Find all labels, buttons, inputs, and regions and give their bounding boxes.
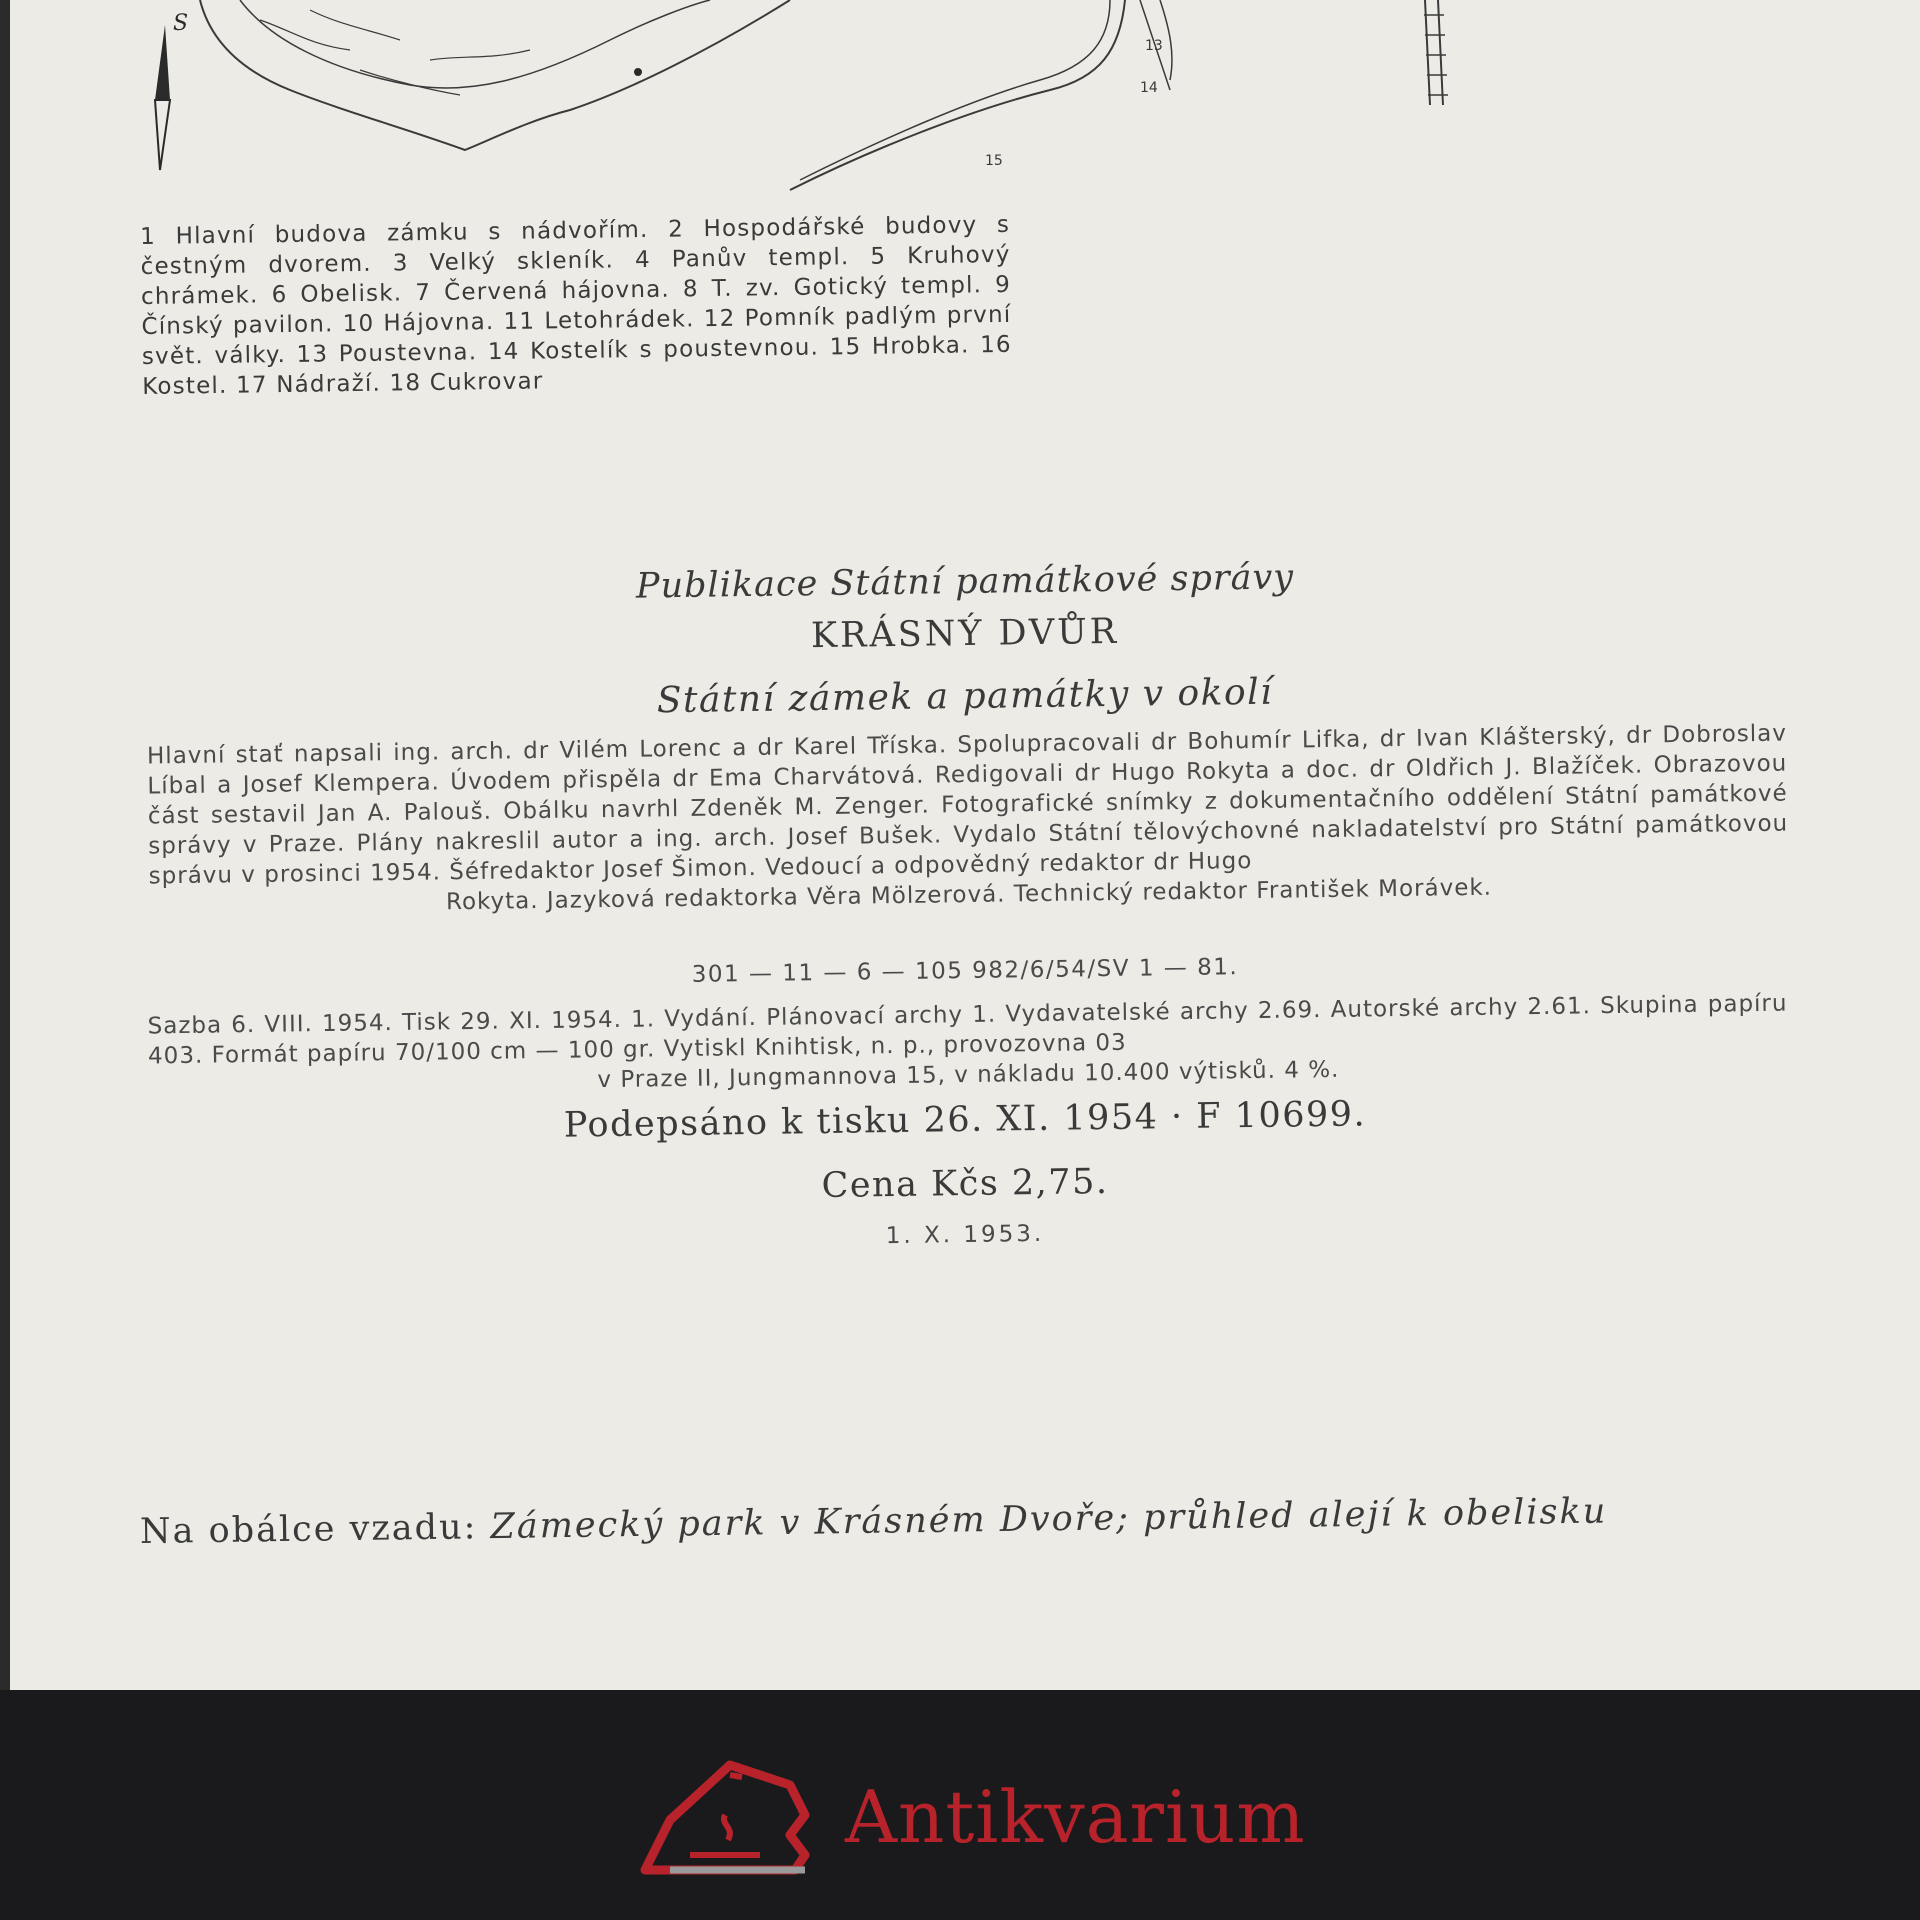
signed-for-print: Podepsáno k tisku 26. XI. 1954 · F 10699. [563,1094,1367,1146]
map-outline [200,0,790,150]
park-map-illustration [10,0,1920,200]
credits-text: Hlavní stať napsali ing. arch. dr Vilém Lorenc a dr Karel Tříska. Spolupracovali dr Bohumír Lifka, dr Ivan Klášterský, dr Dobroslav Líbal a Josef Klempera. Úvodem přispěla dr Ema Charvátová. Redigovali dr Hugo Rokyta a doc. dr Oldřich J. Blažíček. Obrazovou část sestavil Jan A. Palouš. Obálku navrhl Zdeněk M. Zenger. Fotografické snímky z dokumentačního oddělení Státní památkové správy v Praze. Plány nakreslil autor a ing. arch. Josef Bušek. Vydalo Státní tělovýchovné nakladatelství pro Státní památkovou správu v prosinci 1954. Šéfredaktor Josef Šimon. Vedoucí a odpovědný redaktor dr Hugo [146,720,1789,890]
credits-paragraph [147,719,1789,922]
cover-note-prefix: Na obálce vzadu: [139,1507,478,1552]
map-number-13: 13 [1145,38,1163,54]
print-details [147,989,1788,1102]
compass-label: S [173,11,189,36]
credits-last-line: Rokyta. Jazyková redaktorka Věra Mölzerová. Technický redaktor František Morávek. [445,874,1493,916]
brand-logo[interactable] [630,1755,1330,1885]
cover-note [140,1489,1790,1552]
cover-note-text: Zámecký park v Krásném Dvoře; průhled alejí k obelisku [490,1491,1608,1548]
map-number-15: 15 [985,153,1003,169]
print-details-last-line: v Praze II, Jungmannova 15, v nákladu 10.400 výtisků. 4 %. [597,1056,1340,1094]
publication-subtitle: Státní zámek a památky v okolí [656,671,1274,722]
compass-icon [155,25,170,170]
book-house-logo-icon [630,1755,830,1885]
edition-code: 301 — 11 — 6 — 105 982/6/54/SV 1 — 81. [691,954,1239,988]
date: 1. X. 1953. [885,1220,1045,1250]
price: Cena Kčs 2,75. [821,1161,1109,1207]
publication-series: Publikace Státní památkové správy [635,557,1295,607]
print-details-text: Sazba 6. VIII. 1954. Tisk 29. XI. 1954. 1. Vydání. Plánovací archy 1. Vydavatelské archy 2.69. Autorské archy 2.61. Skupina papíru 403. Formát papíru 70/100 cm — 100 gr. Vytiskl Knihtisk, n. p., provozovna 03 [147,990,1788,1070]
page-edge-shadow [0,0,10,1700]
publication-title: KRÁSNÝ DVŮR [810,611,1120,657]
brand-name: Antikvarium [845,1775,1306,1859]
map-road [790,0,1125,190]
book-page [10,0,1920,1700]
map-number-14: 14 [1140,80,1158,96]
map-legend: 1 Hlavní budova zámku s nádvořím. 2 Hospodářské budovy s čestným dvorem. 3 Velký skleník. 4 Panův templ. 5 Kruhový chrámek. 6 Obelisk. 7 Červená hájovna. 8 T. zv. Gotický templ. 9 Čínský pavilon. 10 Hájovna. 11 Letohrádek. 12 Pomník padlým první svět. války. 13 Poustevna. 14 Kostelík s poustevnou. 15 Hrobka. 16 Kostel. 17 Nádraží. 18 Cukrovar [140,211,1012,400]
